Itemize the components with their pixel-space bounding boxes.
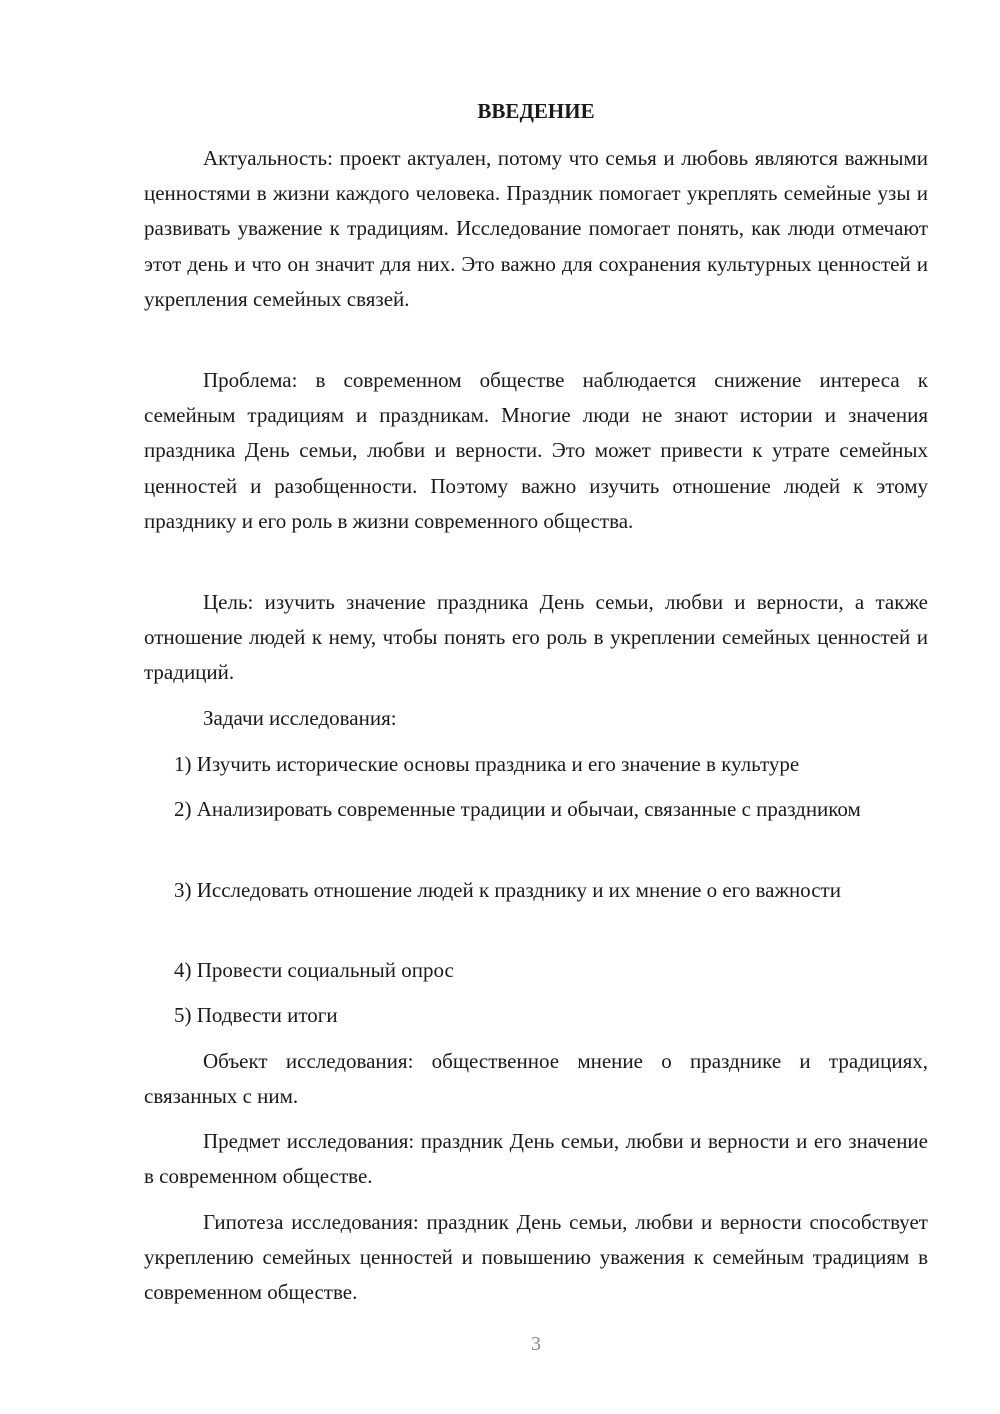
- tasks-heading: Задачи исследования:: [203, 706, 397, 730]
- hypothesis-paragraph: Гипотеза исследования: праздник День семьи, любви и верности способствует укреплению семейных ценностей и повышению уважения к семейным традициям в современном обществе.: [144, 1210, 928, 1305]
- document-page: [144, 0, 928, 1414]
- task-item-2: 2) Анализировать современные традиции и обычаи, связанные с праздником: [174, 797, 861, 821]
- object-paragraph: Объект исследования: общественное мнение о празднике и традициях, связанных с ним.: [144, 1049, 928, 1109]
- task-item-5: 5) Подвести итоги: [174, 1003, 338, 1027]
- subject-paragraph: Предмет исследования: праздник День семьи, любви и верности и его значение в современном обществе.: [144, 1129, 928, 1189]
- goal-paragraph: Цель: изучить значение праздника День семьи, любви и верности, а также отношение людей к нему, чтобы понять его роль в укреплении семейных ценностей и традиций.: [144, 590, 928, 685]
- relevance-paragraph: Актуальность: проект актуален, потому что семья и любовь являются важными ценностями в жизни каждого человека. Праздник помогает укреплять семейные узы и развивать уважение к традициям. Исследование помогает понять, как люди отмечают этот день и что он значит для них. Это важно для сохранения культурных ценностей и укрепления семейных связей.: [144, 146, 928, 311]
- task-item-1: 1) Изучить исторические основы праздника и его значение в культуре: [174, 752, 800, 776]
- page-title: ВВЕДЕНИЕ: [477, 99, 595, 123]
- task-item-4: 4) Провести социальный опрос: [174, 958, 454, 982]
- page-number: 3: [531, 1333, 541, 1355]
- problem-paragraph: Проблема: в современном обществе наблюдается снижение интереса к семейным традициям и праздникам. Многие люди не знают истории и значения праздника День семьи, любви и верности. Это может привести к утрате семейных ценностей и разобщенности. Поэтому важно изучить отношение людей к этому празднику и его роль в жизни современного общества.: [144, 368, 928, 533]
- task-item-3: 3) Исследовать отношение людей к празднику и их мнение о его важности: [174, 878, 841, 902]
